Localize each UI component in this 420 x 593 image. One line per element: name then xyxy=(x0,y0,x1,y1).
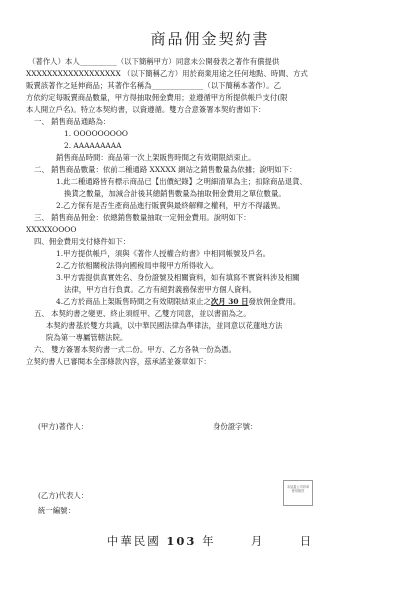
payment-date: 次月 30 日 xyxy=(210,297,249,306)
date-year-unit: 年 xyxy=(202,534,216,548)
date-era: 中華民國 xyxy=(106,534,161,548)
section-4-item: 3.甲方需提供真實姓名、身份證號及相關資料，如有填寫不實資料涉及相關 xyxy=(56,273,300,282)
date-year: 103 xyxy=(166,534,197,548)
section-4-item: 1.甲方提供帳戶，須與《著作人授權合約書》中相同帳號及戶名。 xyxy=(56,249,270,258)
section-4-item: 法律，甲方自行負責。乙方有絕對義務保密甲方個人資料。 xyxy=(64,285,257,294)
preamble-line: 方依約定每販賣商品數量，甲方得抽取佣金費用；並遵循甲方所提供帳戶支付(限 xyxy=(26,93,288,102)
closing-statement: 立契約書人已審閱本全部條款內容，茲承諾並簽章如下： xyxy=(26,357,211,366)
preamble-line: XXXXXXXXXXXXXXXXXX （以下簡稱乙方）用於商業用途之任何地點、時間、方式 xyxy=(26,69,308,78)
section-4-heading: 四、佣金費用支付條件如下： xyxy=(34,237,131,246)
date-day-unit: 日 xyxy=(299,534,314,548)
tax-id-label: 統一編號： xyxy=(38,506,75,515)
date-month-unit: 月 xyxy=(250,534,265,548)
section-2-item: 1.此二種通路皆有標示商品已【出價紀錄】之明細清單為主；扣除商品退貨、 xyxy=(56,177,307,186)
id-number-label: 身份證字號： xyxy=(213,422,258,431)
section-1-item: 2. AAAAAAAAA xyxy=(64,141,122,150)
section-6: 六、 雙方簽署本契約書一式二份。甲方、乙方各執一份為憑。 xyxy=(34,345,236,354)
law-clause: 院為第一專屬管轄法院。 xyxy=(46,333,128,342)
company-seal-box: 本加蓋公司印章 使用無效 xyxy=(283,480,313,506)
section-2-item: 換貨之數量，加減合計後其總銷售數量為抽取佣金費用之單位數量。 xyxy=(64,189,286,198)
section-2-item: 2.乙方保有是否生產商品進行販賣與最終解釋之權利，甲方不得議異。 xyxy=(56,201,285,210)
section-5: 五、 本契約書之變更、終止須經甲、乙雙方同意，並以書面為之。 xyxy=(34,309,251,318)
preamble-line: 本人開立戶名)。特立本契約書，以資遵循。雙方合意簽署本契約書如下： xyxy=(26,105,266,114)
signing-date xyxy=(0,533,420,549)
party-b-label: (乙方)代表人： xyxy=(38,491,89,500)
section-3-heading: 三、 銷售商品佣金：依總銷售數量抽取一定佣金費用。說明如下： xyxy=(34,213,251,222)
contract-body xyxy=(26,56,396,368)
section-3-value: XXXXXOOOO xyxy=(26,225,77,234)
section-2-heading: 二、 銷售商品數量：依前二種通路 XXXXX 網站之銷售數量為依據；說明如下： xyxy=(34,165,297,174)
document-title: 商品佣金契約書 xyxy=(150,30,270,48)
section-1-heading: 一、 銷售商品通路為： xyxy=(34,117,111,126)
section-4-item-4: 4.乙方於商品上架販售時間之有效期限結束止之次月 30 日發放佣金費用。 xyxy=(56,297,301,306)
law-clause: 本契約書基於雙方共識，以中華民國法律為準律法，並同意以花蓮地方法 xyxy=(46,321,283,330)
preamble-line: 販賣該著作之延伸商品；其著作名稱為______________（以下簡稱本著作）。乙 xyxy=(26,81,281,90)
section-1-item: 1. OOOOOOOOO xyxy=(64,129,128,138)
section-1-time: 銷售商品時間：商品第一次上架販售時間之有效期限結束止。 xyxy=(56,153,256,162)
party-a-label: (甲方)著作人： xyxy=(38,422,89,431)
section-4-item: 2.乙方依相關稅法得向國稅局申報甲方所得收入。 xyxy=(56,261,219,270)
preamble-line: （著作人）本人__________（以下簡稱甲方）同意未公開發表之著作有償提供 xyxy=(28,57,280,66)
